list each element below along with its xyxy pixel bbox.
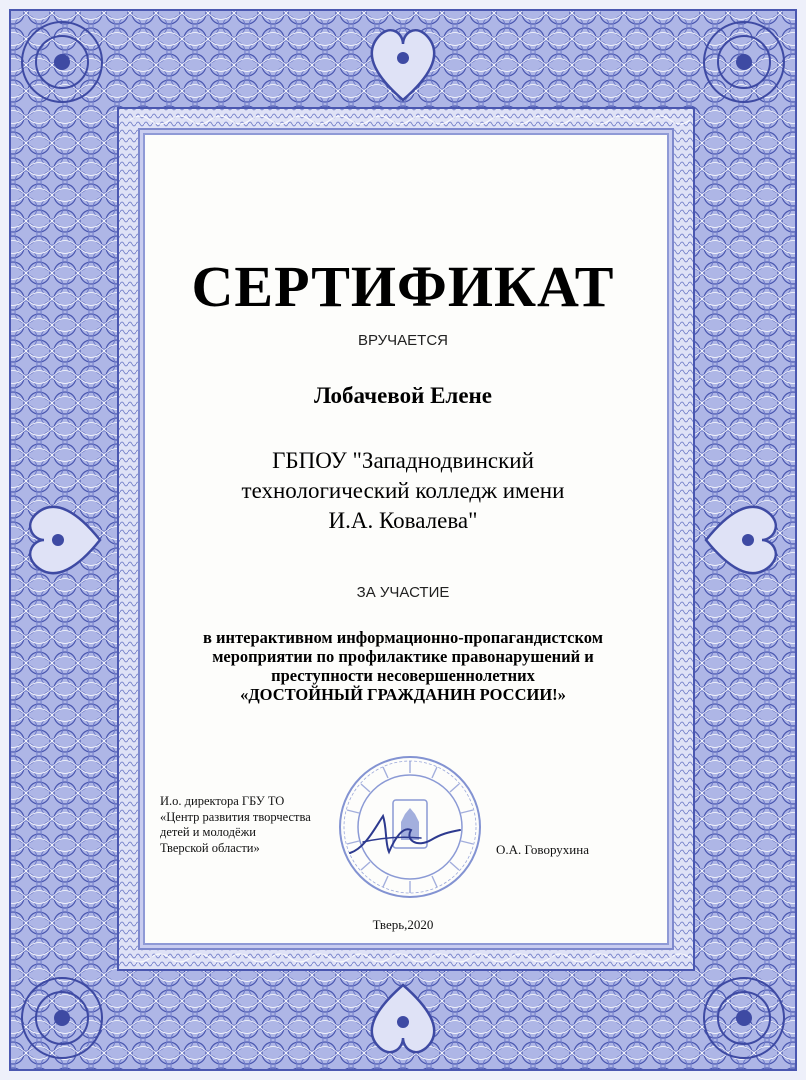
signatory-name: О.А. Говорухина xyxy=(496,842,589,857)
recipient-name: Лобачевой Елене xyxy=(313,383,492,408)
awarded-to-label: ВРУЧАЕТСЯ xyxy=(357,332,449,349)
place-and-year: Тверь,2020 xyxy=(372,917,434,932)
organization-line: И.А. Ковалева" xyxy=(328,508,478,533)
event-title: «ДОСТОЙНЫЙ ГРАЖДАНИН РОССИИ!» xyxy=(240,685,566,704)
position-line: И.о. директора ГБУ ТО xyxy=(160,794,285,808)
event-line: в интерактивном информационно-пропагандистском xyxy=(203,628,603,647)
event-description xyxy=(0,628,806,704)
signatory-position xyxy=(160,794,360,856)
handwritten-signature xyxy=(345,808,465,863)
certificate-title: СЕРТИФИКАТ xyxy=(191,254,615,319)
organization-line: ГБПОУ "Западнодвинский xyxy=(272,448,534,473)
recipient-organization xyxy=(0,446,806,536)
event-line: мероприятии по профилактике правонарушений и xyxy=(212,647,594,666)
for-participation-label: ЗА УЧАСТИЕ xyxy=(356,584,450,601)
position-line: «Центр развития творчества xyxy=(160,809,311,824)
event-line: преступности несовершеннолетних xyxy=(271,666,535,685)
position-line: детей и молодёжи xyxy=(160,825,256,839)
position-line: Тверской области» xyxy=(160,840,260,855)
organization-line: технологический колледж имени xyxy=(241,478,565,503)
